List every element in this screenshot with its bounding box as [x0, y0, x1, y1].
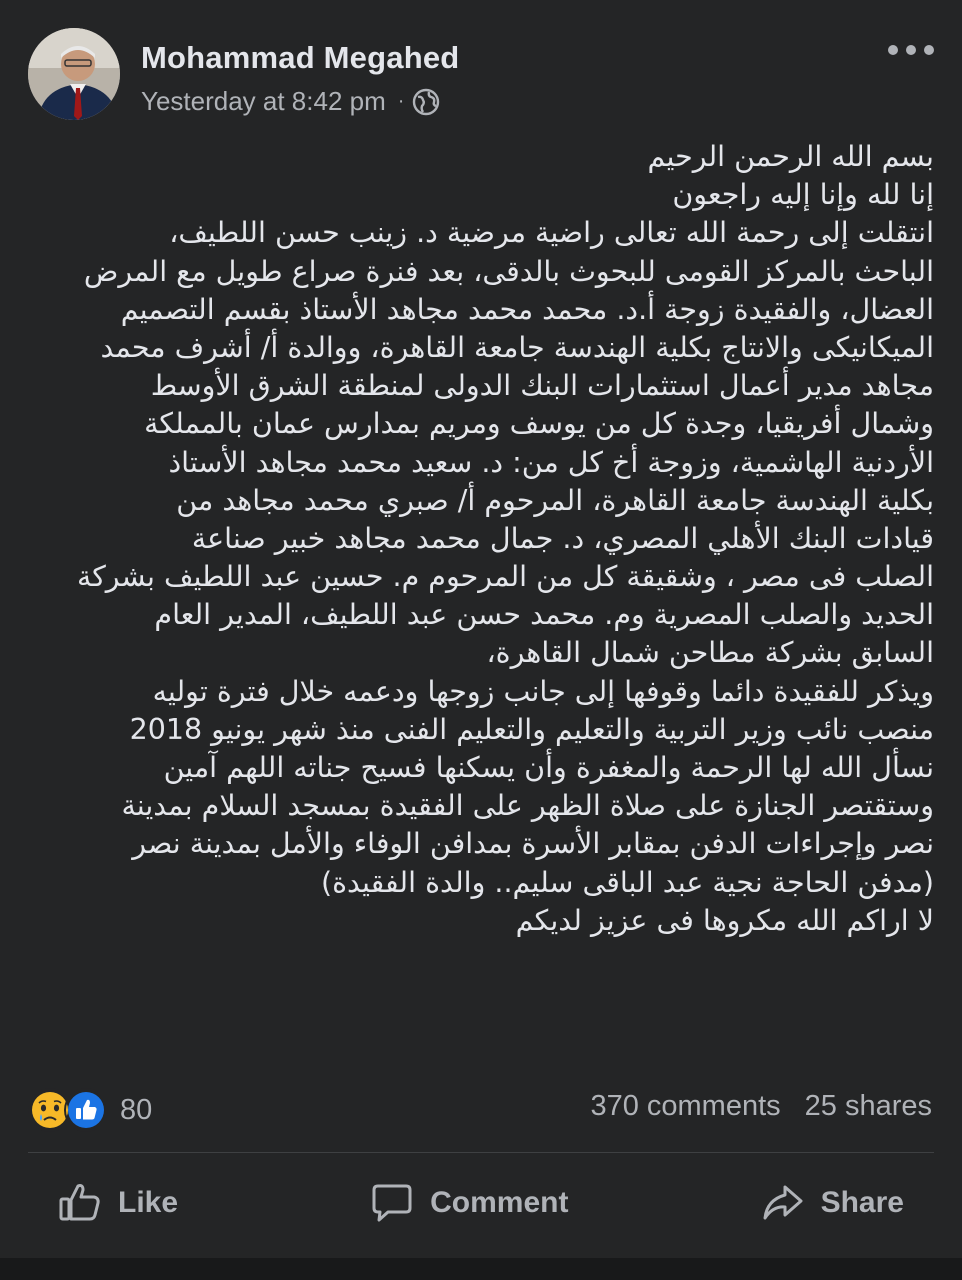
- comments-count[interactable]: 370 comments: [590, 1090, 781, 1122]
- comment-button[interactable]: [340, 1181, 598, 1225]
- reactions-summary[interactable]: [28, 1088, 152, 1132]
- like-reaction-icon: [64, 1088, 108, 1132]
- share-icon: [761, 1181, 805, 1225]
- post-line: العضال، والفقيدة زوجة أ.د. محمد محمد مجاهد الأستاذ بقسم التصميم: [120, 292, 934, 326]
- post-line: منصب نائب وزير التربية والتعليم والتعليم الفنى منذ شهر يونيو 2018: [129, 712, 934, 746]
- post-line: (مدفن الحاجة نجية عبد الباقى سليم.. والدة الفقيدة): [320, 865, 934, 899]
- post-line: بكلية الهندسة جامعة القاهرة، المرحوم أ/ صبري محمد مجاهد من: [176, 483, 934, 517]
- like-button[interactable]: [28, 1181, 208, 1225]
- comment-icon: [370, 1181, 414, 1225]
- post-line: ويذكر للفقيدة دائما وقوفها إلى جانب زوجها ودعمه خلال فترة توليه: [152, 674, 934, 708]
- reaction-count: 80: [120, 1093, 153, 1126]
- globe-icon: [412, 88, 440, 116]
- post-line: الصلب فى مصر ، وشقيقة كل من المرحوم م. حسين عبد اللطيف بشركة: [76, 560, 934, 594]
- author-avatar[interactable]: [28, 28, 120, 120]
- post-line: الميكانيكى والانتاج بكلية الهندسة جامعة القاهرة، ووالدة أ/ أشرف محمد: [100, 330, 934, 364]
- post-line: نصر وإجراءات الدفن بمقابر الأسرة بمدافن الوفاء والأمل بمدينة نصر: [132, 827, 934, 861]
- post-line: السابق بشركة مطاحن شمال القاهرة،: [486, 636, 934, 670]
- post-line: انتقلت إلى رحمة الله تعالى راضية مرضية د. زينب حسن اللطيف،: [169, 216, 934, 250]
- comment-label: Comment: [430, 1186, 569, 1219]
- post-actions: [28, 1170, 934, 1236]
- post-line: مجاهد مدير أعمال استثمارات البنك الدولى لمنطقة الشرق الأوسط: [150, 369, 934, 403]
- share-button[interactable]: [731, 1181, 934, 1225]
- meta-separator: ·: [397, 90, 405, 112]
- share-label: Share: [820, 1186, 904, 1219]
- post-header: [28, 28, 942, 128]
- post-body: [34, 138, 934, 940]
- post-line: وستقتصر الجنازة على صلاة الظهر على الفقيدة بمسجد السلام بمدينة: [121, 789, 934, 823]
- thumbs-up-icon: [58, 1181, 102, 1225]
- post-line: نسأل الله لها الرحمة والمغفرة وأن يسكنها فسيح جناته اللهم آمين: [163, 751, 934, 784]
- post-meta: [141, 86, 440, 117]
- post-line: وشمال أفريقيا، وجدة كل من يوسف ومريم بمدارس عمان بالمملكة: [144, 407, 934, 441]
- actions-divider: [28, 1152, 934, 1153]
- post-line: بسم الله الرحمن الرحيم: [647, 140, 934, 173]
- post-timestamp[interactable]: Yesterday at 8:42 pm: [141, 86, 386, 116]
- post-line: الأردنية الهاشمية، وزوجة أخ كل من: د. سعيد محمد مجاهد الأستاذ: [168, 445, 934, 479]
- like-label: Like: [118, 1186, 179, 1219]
- post-line: الحديد والصلب المصرية وم. محمد حسن عبد اللطيف، المدير العام: [154, 598, 934, 632]
- author-name[interactable]: Mohammad Megahed: [141, 40, 460, 75]
- engagement-counts: [590, 1090, 932, 1123]
- post-line: الباحث بالمركز القومى للبحوث بالدقى، بعد فنرة صراع طويل مع المرض: [83, 254, 934, 288]
- bottom-edge: [0, 1258, 962, 1280]
- shares-count[interactable]: 25 shares: [804, 1090, 932, 1122]
- post-line: قيادات البنك الأهلي المصري، د. جمال محمد مجاهد خبير صناعة: [191, 521, 934, 555]
- post-stats: [28, 1088, 932, 1132]
- more-options-icon[interactable]: [888, 40, 934, 60]
- post-line: لا اراكم الله مكروها فى عزيز لديكم: [515, 903, 934, 937]
- post-line: إنا لله وإنا إليه راجعون: [672, 178, 934, 212]
